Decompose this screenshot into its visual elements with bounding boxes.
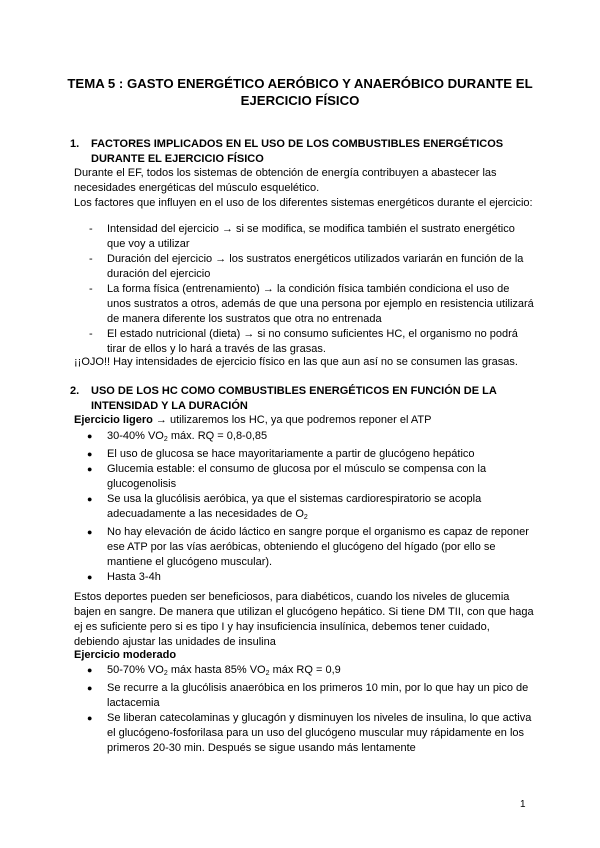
list-item: ● Glucemia estable: el consumo de glucosa por el músculo se compensa con la glucogenolisis [87,463,487,490]
light-exercise-list [74,429,534,585]
list-item: ● No hay elevación de ácido láctico en sangre porque el organismo es capaz de reponer ese ATP por las vías aeróbicas, obteniendo el glucógeno del hígado (por ello se mantiene el glucógeno muscular). [87,526,529,568]
section-1-heading-text: FACTORES IMPLICADOS EN EL USO DE LOS COMBUSTIBLES ENERGÉTICOS DURANTE EL EJERCICIO FÍSICO [91,138,504,165]
intro-paragraph: Durante el EF, todos los sistemas de obtención de energía contribuyen a abastecer las necesidades energéticas del músculo esquelético. [74,167,497,194]
list-item: - El estado nutricional (dieta) → si no consumo suficientes HC, el organismo no podrá tirar de ellos y lo hará a través de las grasas. [89,328,518,355]
intro-paragraph-2: Los factores que influyen en el uso de los diferentes sistemas energéticos durante el ejercicio: [74,197,533,209]
section-1-number: 1. [70,138,80,150]
list-item: ● Se usa la glucólisis aeróbica, ya que el sistemas cardiorespiratorio se acopla adecuadamente a las necesidades de $O_2$ [87,493,482,521]
list-item: ● Se liberan catecolaminas y glucagón y disminuyen los niveles de insulina, lo que activa el glucógeno-fosforilasa para un uso del glucógeno muscular muy rápidamente en los primeros 20-30 min. Después se sigue usando más lentamente [87,712,532,754]
page-number: 1 [520,799,526,810]
light-exercise-line [74,413,534,428]
list-item: ● Se recurre a la glucólisis anaeróbica en los primeros 10 min, por lo que hay un pico de lactacemia [87,682,529,709]
list-item: ● El uso de glucosa se hace mayoritariamente a partir de glucógeno hepático [87,448,475,460]
list-item: - Duración del ejercicio → los sustratos energéticos utilizados variarán en función de la duración del ejercicio [89,253,524,280]
factors-list [74,222,534,357]
section-1-heading [70,137,531,167]
section-1-intro [74,166,534,211]
section-2-number: 2. [70,385,80,397]
light-exercise-label: Ejercicio ligero [74,414,153,426]
moderate-exercise-label: Ejercicio moderado [74,649,177,661]
list-item: - La forma física (entrenamiento) → la condición física también condiciona el uso de unos sustratos a otros, además de que una persona por ejemplo en resistencia utilizará de manera diferente los sustratos que otra no entrenada [89,283,534,325]
list-item: - Intensidad del ejercicio → si se modifica, se modifica también el sustrato energético que voy a utilizar [89,223,515,250]
moderate-exercise-list [74,663,534,756]
ojo-note: ¡¡OJO!! Hay intensidades de ejercicio físico en las que aun así no se consumen las grasas. [74,356,518,368]
section-2-heading-text: USO DE LOS HC COMO COMBUSTIBLES ENERGÉTICOS EN FUNCIÓN DE LA INTENSIDAD Y LA DURACIÓN [91,385,497,412]
light-exercise-desc: → utilizaremos los HC, ya que podremos reponer el ATP [152,414,432,426]
list-item: ● 50-70% $VO_2$ máx hasta 85% $VO_2$ máx RQ = 0,9 [87,664,341,677]
page-title: TEMA 5 : GASTO ENERGÉTICO AERÓBICO Y ANAERÓBICO DURANTE EL EJERCICIO FÍSICO [67,76,533,108]
list-item: ● Hasta 3-4h [87,571,161,583]
list-item: ● 30-40% $VO_2$ máx. RQ = 0,8-0,85 [87,430,268,443]
diabetes-paragraph: Estos deportes pueden ser beneficiosos, para diabéticos, cuando los niveles de glucemia bajen en sangre. De manera que utilizan el glucógeno hepático. Si tiene DM TII, con que haga ej es suficiente pero si es tipo I y hay insuficiencia insulínica, debemos tener cuidado, debiendo ajustar las unidades de insulina [74,591,534,648]
section-2-heading [70,384,531,414]
